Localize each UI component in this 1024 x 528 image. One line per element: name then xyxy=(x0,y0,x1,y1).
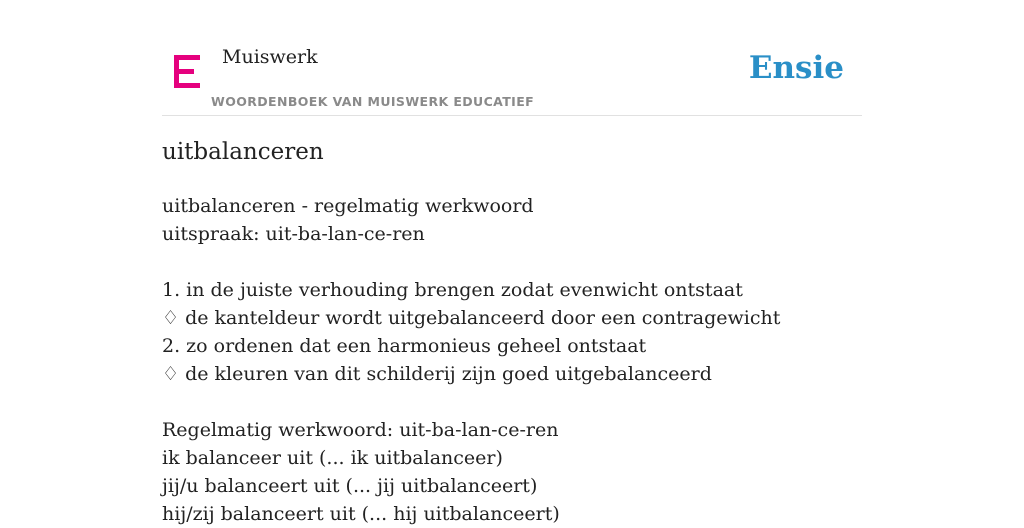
entry-line-example-1: ♢ de kanteldeur wordt uitgebalanceerd door een contragewicht xyxy=(162,307,781,329)
entry-line-conjugation-heading: Regelmatig werkwoord: uit-ba-lan-ce-ren xyxy=(162,419,559,441)
entry-line-definition-1: 1. in de juiste verhouding brengen zodat evenwicht ontstaat xyxy=(162,279,743,301)
logo-bar-middle xyxy=(174,69,194,74)
muiswerk-logo-icon[interactable] xyxy=(174,55,200,88)
entry-line-conjugation-jij: jij/u balanceert uit (... jij uitbalanceert) xyxy=(162,475,538,497)
entry-line-blank xyxy=(162,248,862,276)
entry-line-pronunciation: uitspraak: uit-ba-lan-ce-ren xyxy=(162,223,425,245)
entry-line-definition-2: 2. zo ordenen dat een harmonieus geheel ontstaat xyxy=(162,335,647,357)
ensie-logo[interactable]: Ensie xyxy=(748,50,844,86)
entry-line-conjugation-ik: ik balanceer uit (... ik uitbalanceer) xyxy=(162,447,503,469)
entry-body xyxy=(162,192,862,528)
dictionary-subtitle: WOORDENBOEK VAN MUISWERK EDUCATIEF xyxy=(211,94,535,109)
entry-line-example-2: ♢ de kleuren van dit schilderij zijn goed uitgebalanceerd xyxy=(162,363,712,385)
brand-name[interactable]: Muiswerk xyxy=(222,46,318,68)
logo-bar-bottom xyxy=(174,83,200,88)
entry-line-word-type: uitbalanceren - regelmatig werkwoord xyxy=(162,195,534,217)
logo-bar-top xyxy=(174,55,200,60)
entry-title: uitbalanceren xyxy=(162,139,324,165)
site-header xyxy=(162,0,862,116)
entry-line-blank xyxy=(162,388,862,416)
entry-line-conjugation-hij: hij/zij balanceert uit (... hij uitbalanceert) xyxy=(162,503,560,525)
